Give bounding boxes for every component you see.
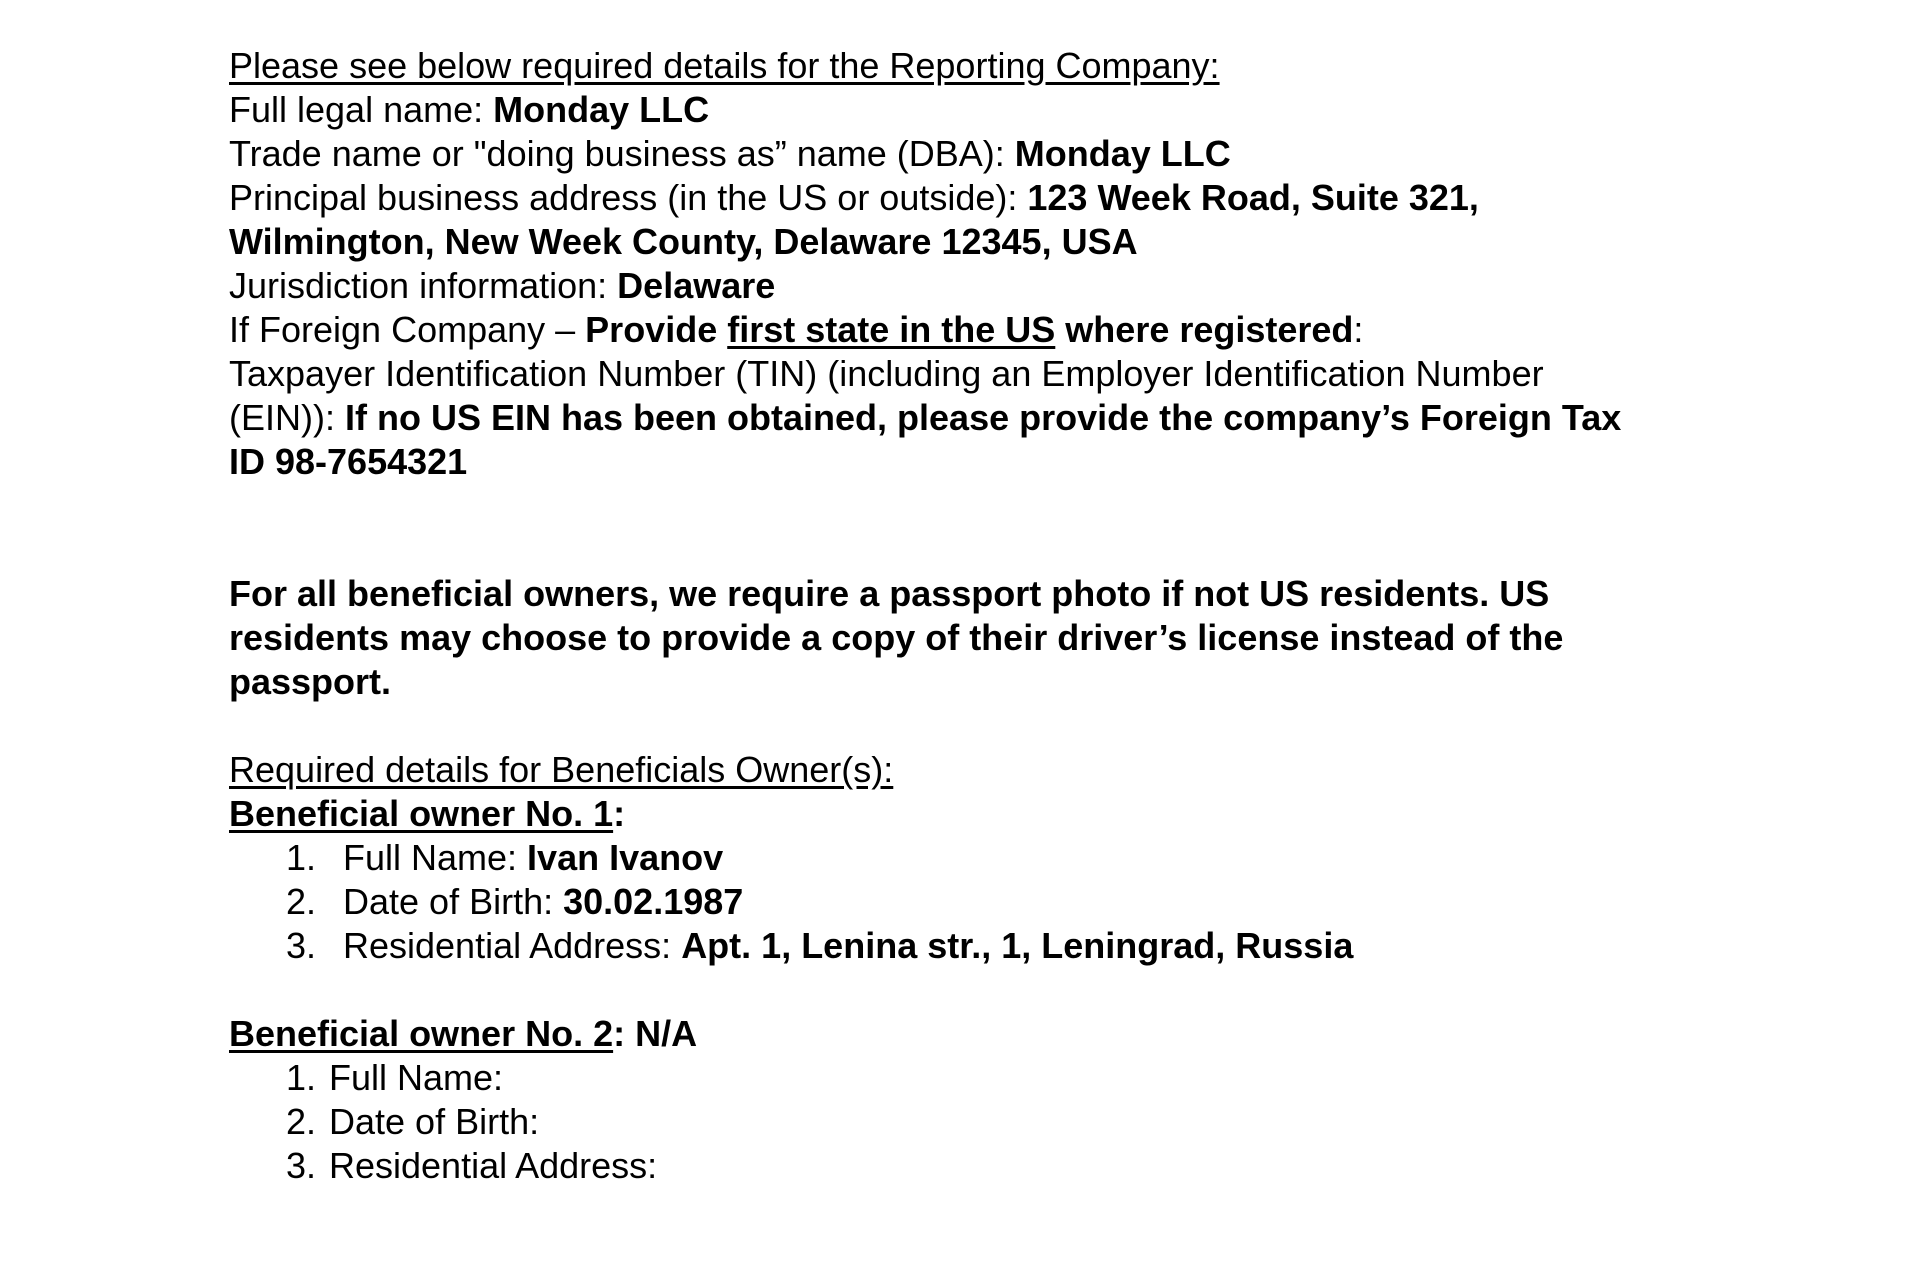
owner2-address-label: Residential Address:: [329, 1145, 658, 1186]
foreign-company-row: [229, 308, 1789, 352]
owner1-dob-value: 30.02.1987: [563, 881, 744, 922]
principal-address-label: Principal business address (in the US or outside):: [229, 177, 1028, 218]
owner1-dob-label: Date of Birth:: [343, 881, 564, 922]
list-number: 2.: [286, 1101, 317, 1142]
principal-address-row: [229, 176, 1789, 220]
full-legal-name-label: Full legal name:: [229, 89, 494, 130]
principal-address-value-line2: Wilmington, New Week County, Delaware 12345, USA: [229, 221, 1138, 262]
owner2-title: [229, 1012, 1789, 1056]
trade-name-row: [229, 132, 1789, 176]
beneficial-owners-heading: [229, 748, 1789, 792]
owner2-address-item: [286, 1144, 1789, 1188]
tin-value-row: [229, 396, 1789, 440]
foreign-company-instruction-start: Provide: [585, 309, 728, 350]
owner2-dob-item: [286, 1100, 1789, 1144]
reporting-company-heading: [229, 44, 1789, 88]
passport-note-text: For all beneficial owners, we require a passport photo if not US residents. US residents may choose to provide a copy of their driver’s license instead of the passport.: [229, 573, 1564, 702]
tin-label-row: [229, 352, 1789, 396]
list-number: 1.: [286, 837, 317, 878]
tin-value-line2: ID 98-7654321: [229, 441, 468, 482]
trade-name-label: Trade name or "doing business as” name (DBA):: [229, 133, 1015, 174]
owner1-title-suffix: :: [613, 793, 626, 834]
owner1-address-label: Residential Address:: [343, 925, 682, 966]
passport-note: [229, 572, 1649, 704]
owner2-details-list: [229, 1056, 1789, 1188]
owner1-address-value: Apt. 1, Lenina str., 1, Leningrad, Russia: [681, 925, 1354, 966]
owner1-full-name-value: Ivan Ivanov: [527, 837, 724, 878]
section-spacer: [229, 484, 1789, 572]
section-spacer: [229, 704, 1789, 748]
owner2-dob-label: Date of Birth:: [329, 1101, 540, 1142]
full-legal-name-row: [229, 88, 1789, 132]
owner1-address-item: [286, 924, 1789, 968]
owner2-full-name-item: [286, 1056, 1789, 1100]
jurisdiction-row: [229, 264, 1789, 308]
foreign-company-instruction-underlined: first state in the US: [727, 309, 1056, 350]
list-number: 3.: [286, 925, 317, 966]
document-page: [229, 44, 1789, 1188]
owner1-full-name-item: [286, 836, 1789, 880]
owner1-details-list: [229, 836, 1789, 968]
foreign-company-label: If Foreign Company –: [229, 309, 586, 350]
owner1-dob-item: [286, 880, 1789, 924]
tin-label-line1: Taxpayer Identification Number (TIN) (including an Employer Identification Number: [229, 353, 1544, 394]
foreign-company-instruction-end: where registered: [1055, 309, 1354, 350]
section-spacer: [229, 968, 1789, 1012]
owner1-title: [229, 792, 1789, 836]
list-number: 3.: [286, 1145, 317, 1186]
tin-label-line2: (EIN)):: [229, 397, 345, 438]
tin-value-row-continued: [229, 440, 1789, 484]
owner1-title-text: Beneficial owner No. 1: [229, 793, 614, 834]
jurisdiction-label: Jurisdiction information:: [229, 265, 618, 306]
tin-value-line1: If no US EIN has been obtained, please provide the company’s Foreign Tax: [344, 397, 1622, 438]
owner1-full-name-label: Full Name:: [343, 837, 528, 878]
owner2-title-text: Beneficial owner No. 2: [229, 1013, 614, 1054]
principal-address-value-line1: 123 Week Road, Suite 321,: [1027, 177, 1479, 218]
foreign-company-colon: :: [1353, 309, 1364, 350]
beneficial-owners-heading-text: Required details for Beneficials Owner(s):: [229, 749, 894, 790]
owner2-title-suffix: : N/A: [613, 1013, 698, 1054]
full-legal-name-value: Monday LLC: [493, 89, 710, 130]
list-number: 2.: [286, 881, 317, 922]
reporting-company-heading-text: Please see below required details for the Reporting Company:: [229, 45, 1220, 86]
owner2-full-name-label: Full Name:: [329, 1057, 504, 1098]
list-number: 1.: [286, 1057, 317, 1098]
principal-address-row-continued: [229, 220, 1789, 264]
trade-name-value: Monday LLC: [1014, 133, 1231, 174]
jurisdiction-value: Delaware: [617, 265, 776, 306]
